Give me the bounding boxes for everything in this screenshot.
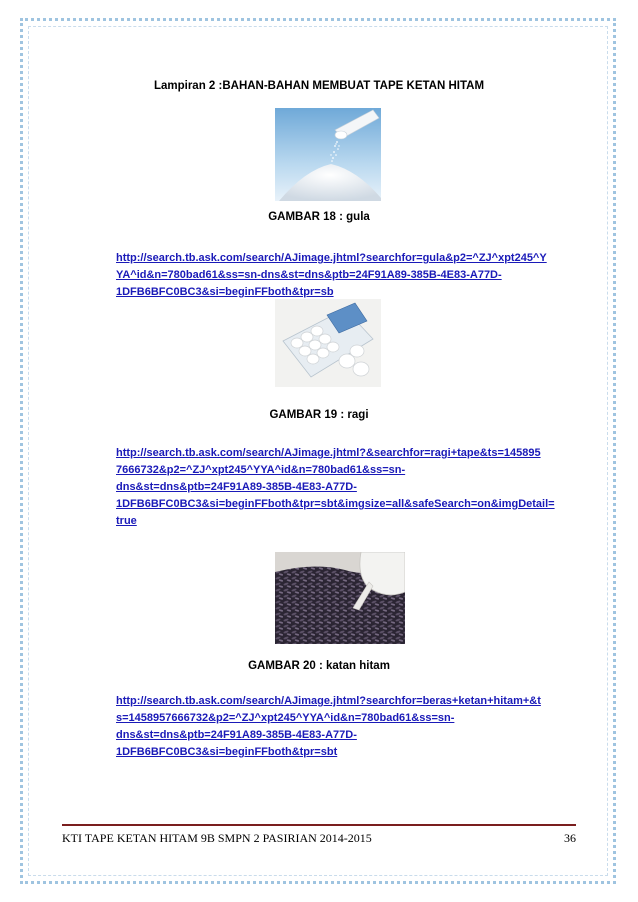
link-line[interactable]: s=1458957666732&p2=^ZJ^xpt245^YYA^id&n=780bad61&ss=sn- — [116, 712, 455, 724]
link-line[interactable]: http://search.tb.ask.com/search/AJimage.jhtml?&searchfor=ragi+tape&ts=145895 — [116, 447, 541, 459]
link-line[interactable]: 7666732&p2=^ZJ^xpt245^YYA^id&n=780bad61&ss=sn- — [116, 464, 406, 476]
footer-title: KTI TAPE KETAN HITAM 9B SMPN 2 PASIRIAN 2014-2015 — [62, 831, 372, 845]
sugar-pile-icon — [275, 108, 381, 201]
link-line[interactable]: 1DFB6BFC0BC3&si=beginFFboth&tpr=sb — [116, 286, 334, 298]
figure-caption: GAMBAR 19 : ragi — [269, 409, 369, 421]
yeast-balls-image — [275, 299, 381, 387]
black-rice-icon — [275, 552, 405, 644]
black-rice-image — [275, 552, 405, 644]
figure-caption: GAMBAR 20 : katan hitam — [248, 660, 390, 672]
sugar-pile-image — [275, 108, 381, 201]
page-title: Lampiran 2 :BAHAN-BAHAN MEMBUAT TAPE KETAN HITAM — [153, 80, 485, 92]
link-line[interactable]: dns&st=dns&ptb=24F91A89-385B-4E83-A77D- — [116, 729, 357, 741]
figure-link[interactable] — [116, 445, 566, 530]
yeast-balls-icon — [275, 299, 381, 387]
link-line[interactable]: dns&st=dns&ptb=24F91A89-385B-4E83-A77D- — [116, 481, 357, 493]
link-line[interactable]: http://search.tb.ask.com/search/AJimage.jhtml?searchfor=beras+ketan+hitam+&t — [116, 695, 541, 707]
page-number: 36 — [564, 831, 576, 845]
link-line[interactable]: http://search.tb.ask.com/search/AJimage.jhtml?searchfor=gula&p2=^ZJ^xpt245^Y — [116, 252, 547, 264]
link-line[interactable]: YA^id&n=780bad61&ss=sn-dns&st=dns&ptb=24F91A89-385B-4E83-A77D- — [116, 269, 502, 281]
figure-link[interactable] — [116, 250, 566, 301]
footer-divider — [62, 824, 576, 826]
link-line[interactable]: true — [116, 515, 137, 527]
link-line[interactable]: 1DFB6BFC0BC3&si=beginFFboth&tpr=sbt — [116, 746, 338, 758]
figure-caption: GAMBAR 18 : gula — [268, 211, 370, 223]
figure-link[interactable] — [116, 693, 566, 761]
link-line[interactable]: 1DFB6BFC0BC3&si=beginFFboth&tpr=sbt&imgsize=all&safeSearch=on&imgDetail= — [116, 498, 555, 510]
